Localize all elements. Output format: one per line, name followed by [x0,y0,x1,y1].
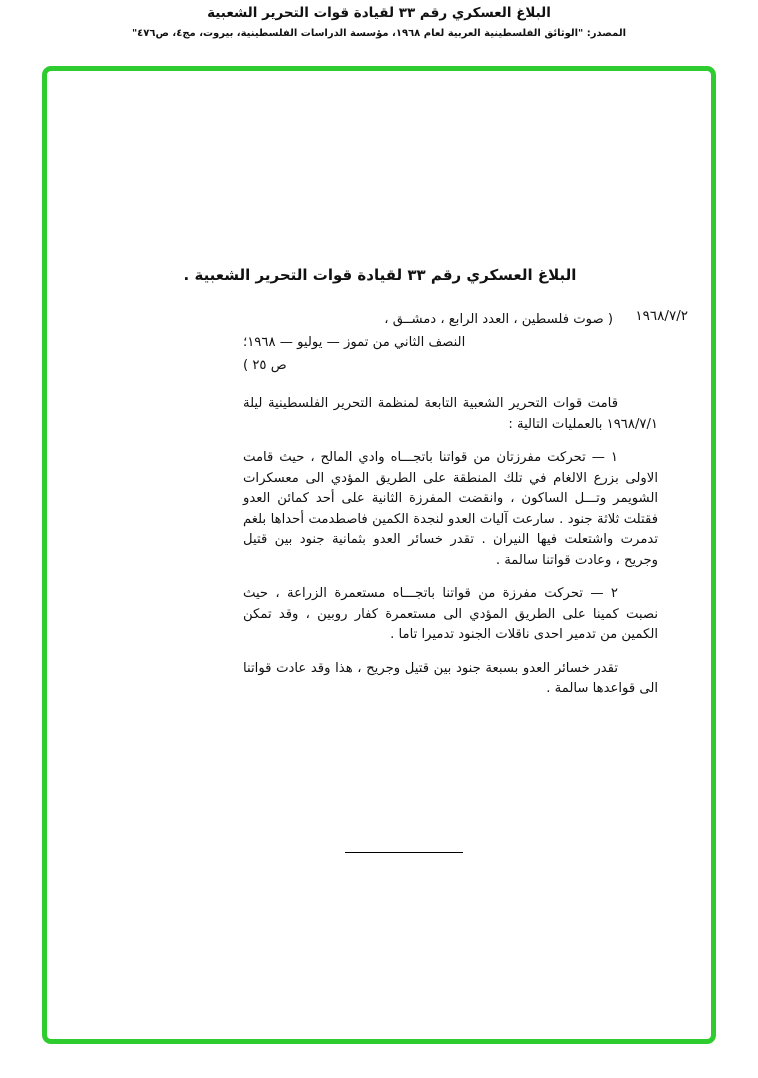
paragraph-operation-1: ١ — تحركت مفرزتان من قواتنا باتجـــاه وادي المالح ، حيث قامت الاولى بزرع الالغام في تلك المنطقة على الطريق المؤدي الى معسكرات الشويمر وتـــل الساكون ، وانقضت المفرزة الثانية على أحد كمائن العدو فقتلت ثلاثة جنود . سارعت آليات العدو لنجدة الكمين فاصطدمت أحداها بلغم تدمرت واشتعلت فيها النيران . تقدر خسائر العدو بثمانية جنود بين قتيل وجريح ، وعادت قواتنا سالمة . [243,450,658,568]
paragraph-closing: تقدر خسائر العدو بسبعة جنود بين قتيل وجريح ، هذا وقد عادت قواتنا الى قواعدها سالمة . [243,660,658,696]
communique-date: ١٩٦٨/٧/٢ [635,308,688,324]
paragraph-operation-2: ٢ — تحركت مفرزة من قواتنا باتجـــاه مستعمرة الزراعة ، حيث نصبت كمينا على الطريق المؤدي الى مستعمرة كفار روبين ، وقد تمكن الكمين من تدمير احدى ناقلات الجنود تدميرا تاما . [243,586,658,642]
end-divider-line [345,852,463,853]
citation-line: ص ٢٥ ) [243,358,287,373]
citation-block [243,308,613,377]
communique-title: البلاغ العسكري رقم ٣٣ لقيادة قوات التحرير الشعبية . [183,266,577,284]
citation-line: النصف الثاني من تموز — يوليو — ١٩٦٨؛ [243,335,466,350]
paragraph-intro: قامت قوات التحرير الشعبية التابعة لمنظمة التحرير الفلسطينية ليلة ١٩٦٨/٧/١ بالعمليات التالية : [243,396,658,432]
page-header-source-line: المصدر: "الوثائق الفلسطينية العربية لعام ١٩٦٨، مؤسسة الدراسات الفلسطينية، بيروت، مج٤، ص٤٧٦" [131,28,627,39]
communique-body [243,394,658,713]
citation-line: ( صوت فلسطين ، العدد الرابع ، دمشــق ، [384,312,613,327]
page-header-title: البلاغ العسكري رقم ٣٣ لقيادة قوات التحرير الشعبية [207,5,551,21]
